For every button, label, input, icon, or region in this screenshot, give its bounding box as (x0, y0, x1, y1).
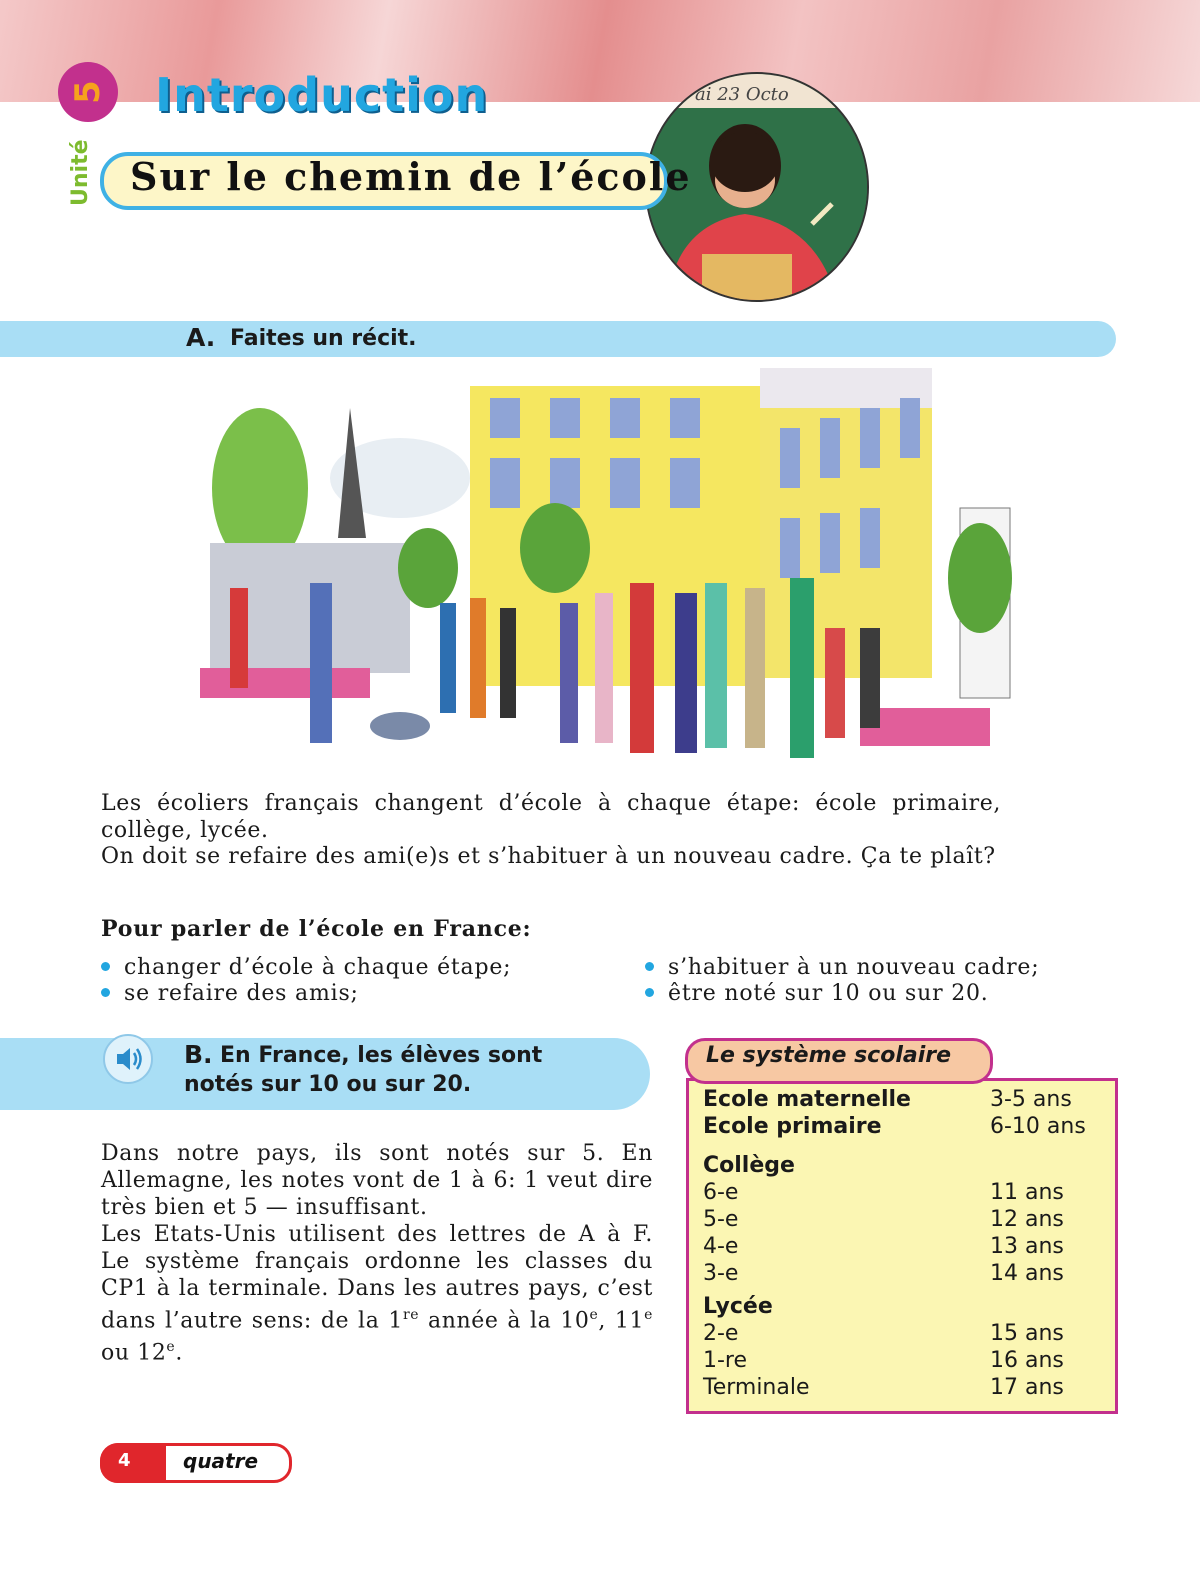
ordinal-number: 11 (614, 1308, 645, 1334)
separator: , (598, 1308, 615, 1334)
ordinal-number: 10 (560, 1308, 590, 1334)
table-row-label: 4-e (703, 1234, 739, 1259)
bullet-icon (101, 988, 110, 997)
page-number-word: quatre (183, 1449, 259, 1473)
ordinal-number: 1 (388, 1308, 403, 1334)
section-a-bar (0, 321, 1116, 357)
table-group-heading: Lycée (703, 1294, 773, 1319)
section-a-letter: A. (186, 323, 216, 352)
table-group-heading: Collège (703, 1153, 795, 1178)
table-row-label: Ecole primaire (703, 1114, 882, 1139)
bullet-text: changer d’école à chaque étape; (124, 955, 512, 980)
intro-paragraph-1: Les écoliers français changent d’école à chaque étape: école primaire, collège, lycée. (101, 791, 1001, 843)
unit-number: 5 (68, 80, 108, 104)
table-row-age: 15 ans (990, 1321, 1064, 1346)
board-text: ai 23 Octo (695, 84, 789, 105)
section-b-letter: B. (184, 1040, 213, 1069)
table-row-label: 2-e (703, 1321, 739, 1346)
page-title: Introduction (155, 68, 489, 122)
schoolyard-illustration (200, 368, 1022, 778)
bullet-text: s’habituer à un nouveau cadre; (668, 955, 1040, 980)
ordinal-suffix: e (589, 1307, 599, 1323)
table-row-age: 3-5 ans (990, 1087, 1072, 1112)
table-row-age: 13 ans (990, 1234, 1064, 1259)
bullet-text: se refaire des amis; (124, 981, 359, 1006)
table-row-age: 12 ans (990, 1207, 1064, 1232)
ordinal-number: 12 (137, 1340, 167, 1366)
table-row-label: 6-e (703, 1180, 739, 1205)
separator: . (175, 1340, 183, 1366)
audio-speaker-icon[interactable] (103, 1034, 153, 1084)
table-row-label: Ecole maternelle (703, 1087, 911, 1112)
bullet-icon (101, 962, 110, 971)
bullet-text: être noté sur 10 ou sur 20. (668, 981, 989, 1006)
ordinal-suffix: e (166, 1339, 176, 1356)
page-number-tag-fill (100, 1443, 166, 1483)
section-b-body-1: Dans notre pays, ils sont notés sur 5. En Allemagne, les notes vont de 1 à 6: 1 veut dire très bien et 5 — insuffisant. (101, 1141, 653, 1220)
section-b-body-2: Les Etats-Unis utilisent des lettres de A à F. Le système français ordonne les classes du CP1 à la terminale. Dans les autres pays, c’est dans l’autre sens: de la (101, 1222, 653, 1334)
unit-word: Unité (68, 139, 93, 206)
section-b-title-line-1: En France, les élèves sont (220, 1043, 543, 1068)
section-a-instruction: Faites un récit. (230, 326, 417, 351)
bullet-icon (645, 962, 654, 971)
vocab-heading: Pour parler de l’école en France: (101, 916, 532, 942)
table-row-age: 14 ans (990, 1261, 1064, 1286)
table-row-age: 6-10 ans (990, 1114, 1086, 1139)
table-row-age: 11 ans (990, 1180, 1064, 1205)
table-row-label: Terminale (703, 1375, 810, 1400)
section-b-body (101, 1140, 653, 1367)
table-row-label: 5-e (703, 1207, 739, 1232)
school-system-title: Le système scolaire (706, 1043, 952, 1068)
table-row-label: 1-re (703, 1348, 748, 1373)
intro-paragraph-2: On doit se refaire des ami(e)s et s’habituer à un nouveau cadre. Ça te plaît? (101, 844, 996, 869)
unit-label (56, 118, 100, 208)
table-row-age: 16 ans (990, 1348, 1064, 1373)
section-b-title-line-2: notés sur 10 ou sur 20. (184, 1072, 472, 1097)
ordinal-suffix: re (402, 1307, 420, 1323)
lesson-title: Sur le chemin de l’école (130, 154, 692, 199)
list-item (645, 981, 989, 1006)
separator: ou (101, 1340, 138, 1366)
list-item (101, 981, 359, 1006)
section-b-body-3: année à la (419, 1308, 561, 1334)
bullet-icon (645, 988, 654, 997)
ordinal-suffix: e (644, 1307, 653, 1323)
table-row-age: 17 ans (990, 1375, 1064, 1400)
page-number: 4 (118, 1450, 131, 1471)
list-item (101, 955, 511, 980)
table-row-label: 3-e (703, 1261, 739, 1286)
list-item (645, 955, 1039, 980)
